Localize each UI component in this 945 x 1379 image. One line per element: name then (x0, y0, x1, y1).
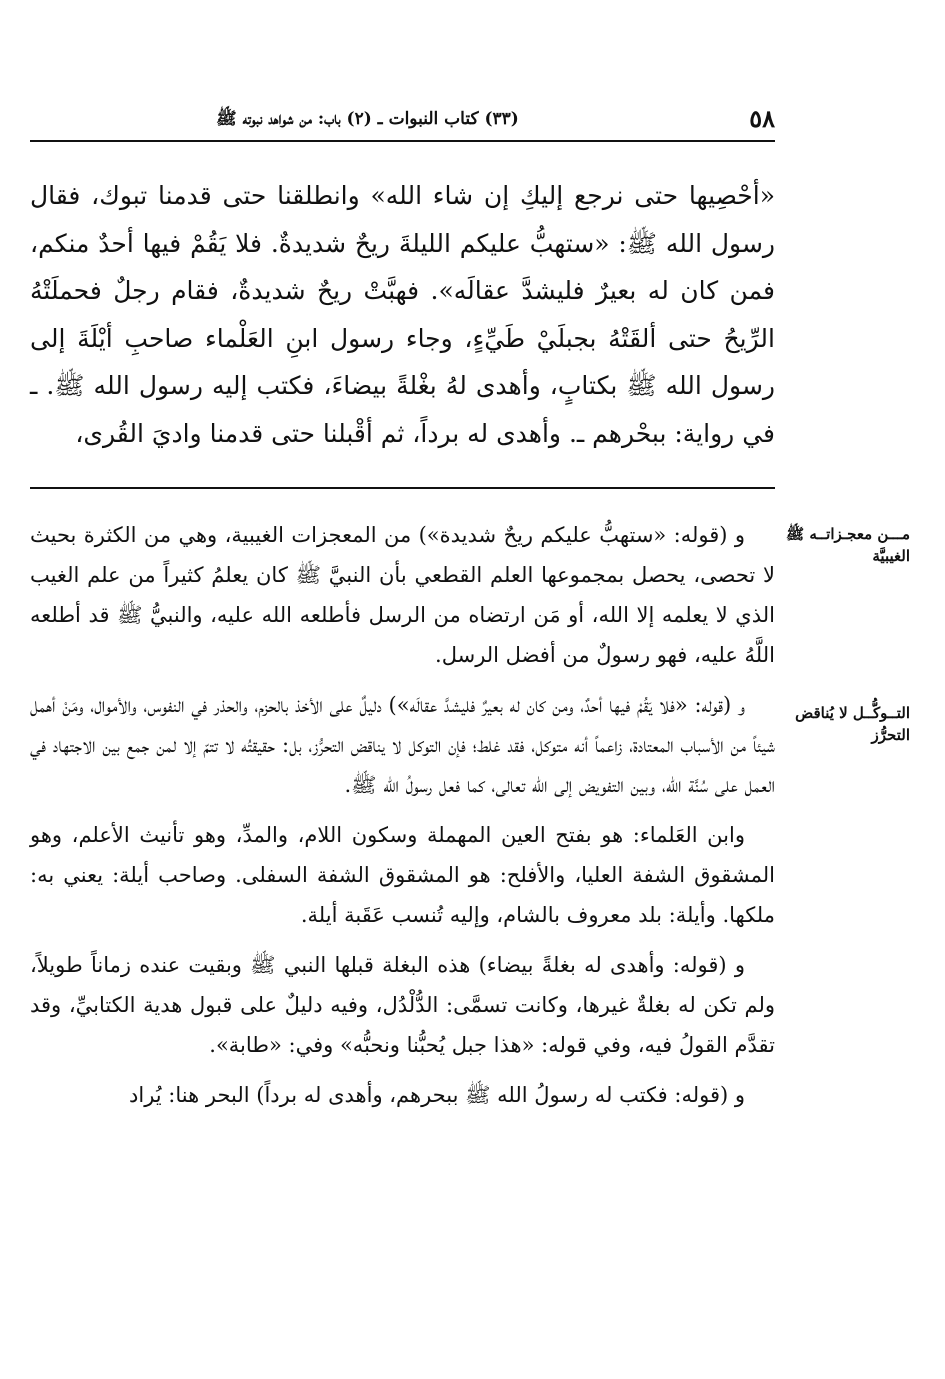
commentary-paragraph: و (قوله: فكتب له رسولُ الله ﷺ ببحرهم، وأهدى له برداً) البحر هنا: يُراد (129, 1083, 745, 1107)
running-title: (٣٣) كتاب النبوات ـ (٢) باب: من شواهد نبوته ﷺ (216, 109, 519, 129)
page-number: ٥٨ (749, 104, 775, 133)
hadith-text (30, 172, 775, 457)
hadith-paragraph: «أحْصِيها حتى نرجع إليكِ إن شاء الله» وانطلقنا حتى قدمنا تبوك، فقال رسول الله ﷺ: «ستهبُّ عليكم الليلةَ ريحٌ شديدةٌ. فلا يَقُمْ فيها أحدٌ منكم، فمن كان له بعيرٌ فليشدَّ عقالَه». فهبَّتْ ريحٌ شديدةٌ، فقام رجلٌ فحملَتْهُ الرِّيحُ حتى ألقَتْهُ بجبلَيْ طَيِّءٍ، وجاء رسول ابنِ العَلْماء صاحبِ أيْلَةَ إلى رسول الله ﷺ بكتابٍ، وأهدى لهُ بغْلةً بيضاءَ، فكتب إليه رسول الله ﷺ. ـ في رواية: ببحْرهم ـ. وأهدى له برداً، ثم أقْبلنا حتى قدمنا واديَ القُرى، (30, 181, 775, 448)
header-rule (30, 140, 775, 142)
commentary-paragraph: و (قوله: وأهدى له بغلةً بيضاء) هذه البغلة قبلها النبي ﷺ وبقيت عنده زماناً طويلاً، ولم تكن له بغلةٌ غيرها، وكانت تسمَّى: الدُّلْدُل، وفيه دليلٌ على قبول هدية الكتابيِّ، وقد تقدَّم القولُ فيه، وفي قوله: «هذا جبل يُحبُّنا ونحبُّه» وفي: «طابة». (30, 953, 775, 1057)
section-divider (30, 487, 775, 489)
commentary-paragraph: و (قوله: «فلا يَقُمْ فيها أحدٌ، ومن كان له بعيرٌ فليشدَّ عقالَه») دليلٌ على الأخذ بالحزم، والحذر في النفوس، والأموال، ومَنْ أهمل شيئاً من الأسباب المعتادة، زاعماً أنه متوكل، فقد غلط؛ فإن التوكل لا يناقض التحرُّز، بل: حقيقتُه لا تتمّ إلا لمن جمع بين الاجتهاد في العمل على سُنَّة الله، وبين التفويض إلى الله تعالى، كما فعل رسولُ الله ﷺ. (30, 693, 775, 797)
commentary-paragraph: وابن العَلماء: هو بفتح العين المهملة وسكون اللام، والمدِّ، وهو تأنيث الأعلم، وهو المشقوق الشفة العليا، والأفلح: هو المشقوق الشفة السفلى. وصاحب أيلة: يعني به: ملكها. وأيلة: بلد معروف بالشام، وإليه تُنسب عَقَبة أيلة. (30, 823, 775, 927)
commentary-paragraph: و (قوله: «ستهبُّ عليكم ريحٌ شديدة») من المعجزات الغيبية، وهي من الكثرة بحيث لا تحصى، يحصل بمجموعها العلم القطعي بأن النبيَّ ﷺ كان يعلمُ كثيراً من علم الغيب الذي لا يعلمه إلا الله، أو مَن ارتضاه من الرسل فأطلعه الله عليه، والنبيُّ ﷺ قد أطلعه اللَّهُ عليه، فهو رسولٌ من أفضل الرسل. (30, 523, 775, 667)
commentary (30, 515, 775, 1125)
page-header (30, 104, 775, 136)
side-note-miracles: مـــن معجـزاتــه ﷺ الغيبيَّة (786, 525, 910, 565)
side-note-reliance: التــوكُّــل لا يُناقض التحرُّز (795, 704, 910, 744)
